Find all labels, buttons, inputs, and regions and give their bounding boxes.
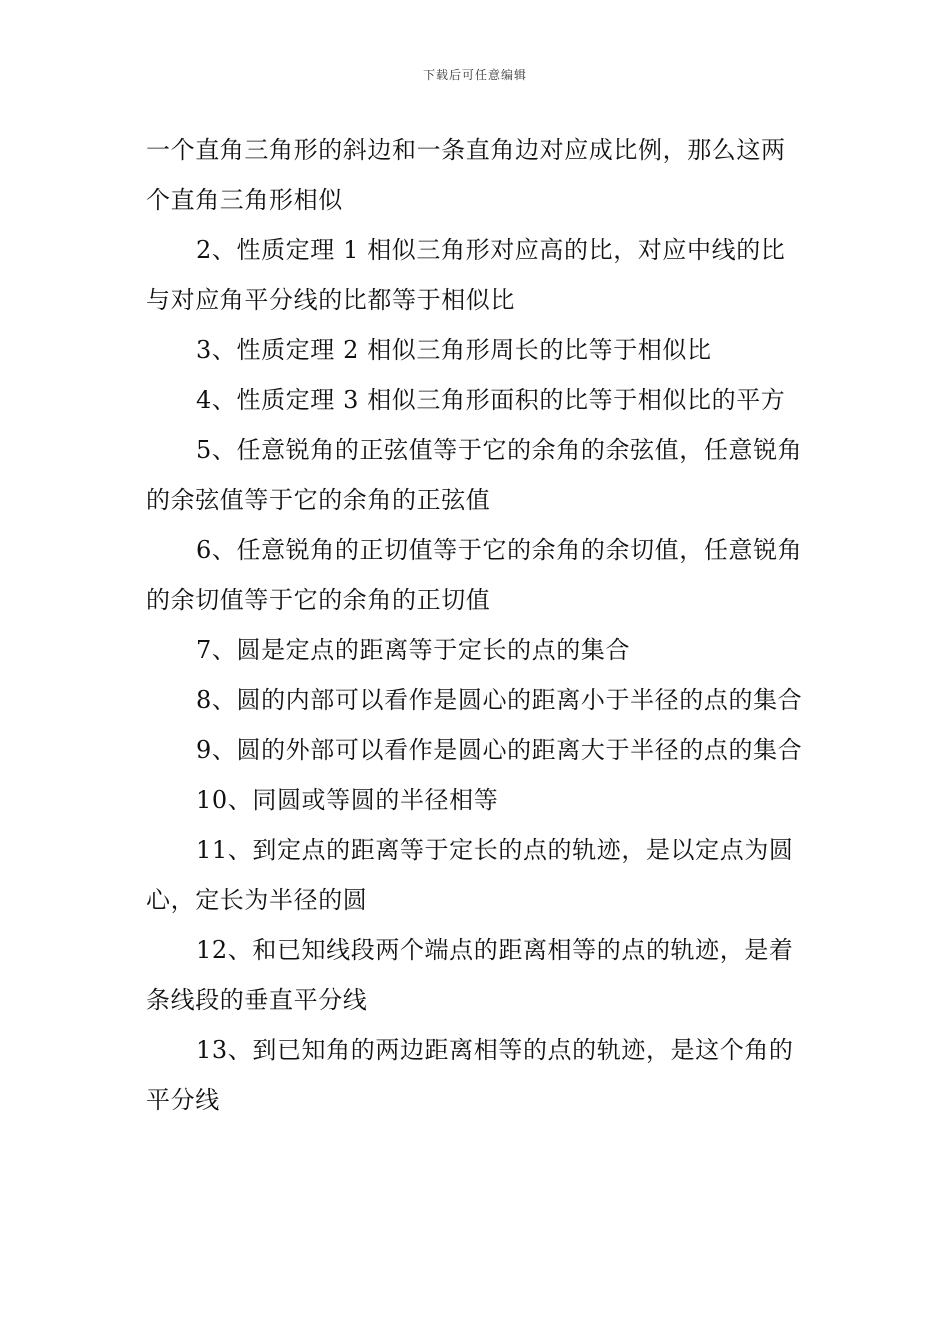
- paragraph-item-4: 4、性质定理 3 相似三角形面积的比等于相似比的平方: [196, 386, 786, 414]
- page-header: 下载后可任意编辑: [422, 68, 527, 82]
- paragraph-intro: 一个直角三角形的斜边和一条直角边对应成比例，那么这两个直角三角形相似: [146, 136, 786, 214]
- paragraph-item-12: 12、和已知线段两个端点的距离相等的点的轨迹，是着条线段的垂直平分线: [146, 936, 794, 1014]
- paragraph-item-2: 2、性质定理 1 相似三角形对应高的比，对应中线的比与对应角平分线的比都等于相似比: [146, 236, 786, 314]
- paragraph-item-3: 3、性质定理 2 相似三角形周长的比等于相似比: [196, 336, 712, 364]
- paragraph-item-9: 9、圆的外部可以看作是圆心的距离大于半径的点的集合: [196, 736, 803, 764]
- paragraph-item-5: 5、任意锐角的正弦值等于它的余角的余弦值，任意锐角的余弦值等于它的余角的正弦值: [146, 436, 803, 514]
- paragraph-item-11: 11、到定点的距离等于定长的点的轨迹，是以定点为圆心，定长为半径的圆: [146, 836, 794, 914]
- document-body: [146, 125, 806, 1125]
- paragraph-item-6: 6、任意锐角的正切值等于它的余角的余切值，任意锐角的余切值等于它的余角的正切值: [146, 536, 803, 614]
- paragraph-item-10: 10、同圆或等圆的半径相等: [196, 786, 499, 814]
- paragraph-item-13: 13、到已知角的两边距离相等的点的轨迹，是这个角的平分线: [146, 1036, 794, 1114]
- paragraph-item-8: 8、圆的内部可以看作是圆心的距离小于半径的点的集合: [196, 686, 803, 714]
- paragraph-item-7: 7、圆是定点的距离等于定长的点的集合: [196, 636, 631, 664]
